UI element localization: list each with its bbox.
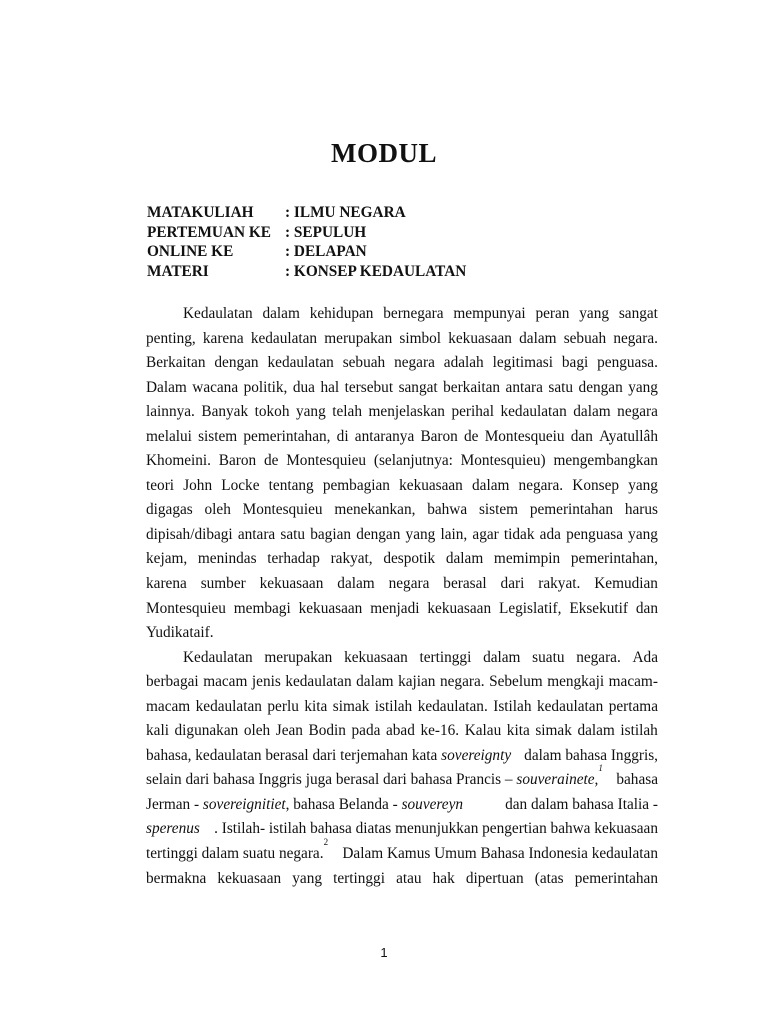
word: Eksekutif bbox=[569, 599, 628, 617]
text-span: Dalam Kamus Umum Bahasa Indonesia kedaulatan bbox=[338, 845, 658, 863]
word: dalam bbox=[472, 476, 510, 494]
word: hal bbox=[320, 378, 340, 396]
word: kekuasaan bbox=[344, 648, 408, 666]
word: simak bbox=[332, 697, 370, 715]
word: kali bbox=[146, 722, 169, 740]
word: antaranya bbox=[354, 427, 415, 445]
word: menindas bbox=[197, 550, 257, 568]
word: simbol bbox=[399, 329, 442, 347]
text-line bbox=[146, 719, 658, 744]
text-span: bahasa bbox=[612, 771, 658, 789]
word: membagi bbox=[233, 599, 291, 617]
word: kedaulatan bbox=[195, 697, 262, 715]
page-number: 1 bbox=[380, 945, 388, 960]
word: penguasa bbox=[566, 525, 623, 543]
word: kehidupan bbox=[309, 305, 374, 322]
text-line bbox=[146, 376, 658, 401]
word: pada bbox=[351, 722, 381, 740]
meta-value: : ILMU NEGARA bbox=[285, 204, 406, 221]
word: karena bbox=[146, 575, 187, 593]
word: yang bbox=[628, 476, 658, 494]
word: teori bbox=[146, 476, 175, 494]
word: de bbox=[263, 452, 279, 470]
word: dengan bbox=[356, 525, 401, 543]
word: tentang bbox=[268, 476, 314, 494]
word: kekuasaan bbox=[298, 599, 363, 617]
italic-term: souverainete, bbox=[516, 771, 599, 789]
text-line bbox=[146, 523, 658, 548]
footnote-ref: 1 bbox=[598, 763, 603, 774]
word: de bbox=[464, 427, 479, 445]
word: lain, bbox=[440, 525, 468, 543]
word: dipertuan bbox=[465, 869, 524, 887]
meta-value: : DELAPAN bbox=[285, 243, 367, 261]
meta-row-pertemuan bbox=[147, 223, 667, 243]
text-line bbox=[146, 498, 658, 523]
word: karena bbox=[202, 329, 244, 347]
module-info-table bbox=[147, 203, 667, 281]
word: Locke bbox=[221, 476, 260, 494]
word: hak bbox=[432, 869, 455, 887]
italic-term: souvereyn bbox=[401, 795, 464, 813]
word: kajian bbox=[398, 673, 436, 691]
text-line bbox=[146, 425, 658, 450]
meta-key: ONLINE KE bbox=[147, 243, 234, 261]
text-span: bahasa, kedaulatan berasal dari terjemahan kata bbox=[146, 746, 442, 764]
word: macam bbox=[203, 673, 248, 691]
text-span: , bahasa Belanda - bbox=[285, 795, 402, 813]
word: John bbox=[183, 476, 213, 494]
word: oleh bbox=[204, 501, 231, 519]
word: Baron bbox=[420, 427, 458, 445]
word: kedaulatan bbox=[250, 329, 318, 347]
word: di bbox=[336, 427, 349, 445]
word: kedaulatan bbox=[267, 354, 334, 372]
word: negara bbox=[617, 403, 658, 421]
word: Berkaitan bbox=[146, 354, 206, 372]
word: dalam bbox=[483, 648, 521, 666]
text-line bbox=[146, 302, 658, 327]
text-line bbox=[146, 817, 658, 842]
meta-key: MATAKULIAH bbox=[147, 204, 254, 221]
word: kedaulatan. bbox=[417, 697, 488, 715]
word: (atas bbox=[534, 869, 564, 887]
word: negara bbox=[388, 575, 430, 593]
word: sistem bbox=[198, 427, 238, 445]
word: dipisah/dibagi bbox=[146, 525, 233, 543]
word: tertinggi bbox=[419, 648, 472, 666]
word: Bodin bbox=[308, 722, 346, 740]
word: yang bbox=[295, 403, 326, 421]
word: perihal bbox=[451, 403, 494, 421]
word: Ada bbox=[632, 648, 658, 666]
word: Konsep bbox=[572, 476, 620, 494]
word: dalam bbox=[573, 403, 611, 421]
word: suatu bbox=[532, 648, 565, 666]
text-line bbox=[146, 572, 658, 597]
word: bagian bbox=[310, 525, 352, 543]
word: negara. bbox=[518, 476, 564, 494]
word: penguasa. bbox=[597, 354, 658, 372]
word: Legislatif, bbox=[499, 599, 562, 617]
italic-term: sperenus bbox=[146, 820, 200, 838]
word: Dalam bbox=[146, 378, 187, 396]
word: Kalau bbox=[464, 722, 502, 740]
word: wacana bbox=[192, 378, 239, 396]
text-line bbox=[146, 695, 658, 720]
word: berkaitan bbox=[443, 378, 501, 396]
meta-row-online bbox=[147, 242, 667, 262]
body-text bbox=[146, 302, 658, 891]
word: sebuah bbox=[342, 354, 386, 372]
word: dalam bbox=[445, 550, 484, 568]
word: negara. bbox=[613, 329, 658, 347]
word: dengan bbox=[214, 354, 259, 372]
word: Montesqueiu bbox=[484, 427, 565, 445]
word: dan bbox=[635, 599, 658, 617]
word: antara bbox=[505, 378, 543, 396]
word: jenis bbox=[251, 673, 281, 691]
word: kedaulatan bbox=[500, 403, 567, 421]
word: kekuasaan bbox=[259, 575, 324, 593]
word: memimpin bbox=[493, 550, 561, 568]
text-line bbox=[146, 646, 658, 671]
italic-term: sovereignty bbox=[441, 746, 512, 764]
text-line bbox=[146, 547, 658, 572]
text-span: dan dalam bahasa Italia - bbox=[501, 795, 658, 813]
word: negara. bbox=[439, 673, 485, 691]
word: istilah bbox=[374, 697, 413, 715]
word: dengan bbox=[578, 378, 623, 396]
word: Ayatullâh bbox=[599, 427, 658, 445]
word: menjelaskan bbox=[368, 403, 445, 421]
word: dalam bbox=[577, 722, 615, 740]
word: yang bbox=[628, 525, 658, 543]
word: kekuasaan bbox=[217, 869, 282, 887]
word: kedaulatan bbox=[285, 673, 352, 691]
word: mempunyai bbox=[453, 305, 526, 322]
word: rakyat. bbox=[538, 575, 581, 593]
word: (selanjutnya: bbox=[373, 452, 453, 470]
text-span: dalam bahasa Inggris, bbox=[520, 746, 658, 764]
word: Khomeini. bbox=[146, 452, 212, 470]
word: bernegara bbox=[383, 305, 444, 322]
word: penting, bbox=[146, 329, 196, 347]
word: ke-16. bbox=[420, 722, 460, 740]
word: tokoh bbox=[254, 403, 290, 421]
text-line bbox=[146, 837, 658, 867]
word: perlu bbox=[267, 697, 299, 715]
word: merupakan bbox=[264, 648, 333, 666]
word: atau bbox=[396, 869, 422, 887]
word: legitimasi bbox=[492, 354, 553, 372]
word: kekuasaan bbox=[427, 599, 492, 617]
text-line bbox=[146, 763, 658, 793]
word: terhadap bbox=[267, 550, 320, 568]
word: Montesquieu bbox=[146, 599, 226, 617]
word: pertama bbox=[608, 697, 658, 715]
word: digunakan bbox=[174, 722, 239, 740]
word: dalam bbox=[262, 305, 300, 322]
footnote-ref: 2 bbox=[323, 837, 329, 848]
word: Banyak bbox=[201, 403, 249, 421]
word: dalam bbox=[519, 329, 557, 347]
word: bahwa bbox=[427, 501, 468, 519]
word: pemerintahan, bbox=[243, 427, 331, 445]
word: Montesquieu) bbox=[460, 452, 546, 470]
word: Montesquieu bbox=[286, 452, 367, 470]
text-line bbox=[146, 744, 658, 769]
text-span: selain dari bahasa Inggris juga berasal dari bahasa Prancis – bbox=[146, 771, 517, 789]
text-line bbox=[146, 597, 658, 622]
word: Istilah bbox=[493, 697, 532, 715]
text-span: tertinggi dalam suatu negara. bbox=[146, 845, 324, 863]
word: Kedaulatan bbox=[183, 305, 253, 322]
text-line bbox=[146, 867, 658, 892]
word: kedaulatan bbox=[536, 697, 604, 715]
word: dalam bbox=[337, 575, 375, 593]
word: sangat bbox=[398, 378, 438, 396]
word: kita bbox=[506, 722, 530, 740]
word: macam- bbox=[608, 673, 658, 691]
word: oleh bbox=[243, 722, 271, 740]
word: pembagian bbox=[322, 476, 390, 494]
meta-value: : SEPULUH bbox=[285, 223, 367, 241]
word: tersebut bbox=[344, 378, 394, 396]
text-line bbox=[146, 670, 658, 695]
meta-key: MATERI bbox=[147, 262, 209, 280]
word: agar bbox=[472, 525, 499, 543]
text-line bbox=[146, 793, 658, 818]
word: digagas bbox=[146, 501, 193, 519]
word: lainnya. bbox=[146, 403, 195, 421]
word: yang bbox=[579, 305, 610, 322]
word: sebuah bbox=[563, 329, 607, 347]
word: menekankan, bbox=[334, 501, 416, 519]
word: Montesquieu bbox=[242, 501, 323, 519]
word: berasal bbox=[443, 575, 487, 593]
meta-row-matakuliah bbox=[147, 203, 667, 223]
word: sistem bbox=[478, 501, 519, 519]
meta-value: : KONSEP KEDAULATAN bbox=[285, 262, 467, 280]
word: berbagai bbox=[146, 673, 199, 691]
word: kekuasaan bbox=[399, 476, 463, 494]
text-span: Jerman - bbox=[146, 795, 203, 813]
word: ada bbox=[539, 525, 561, 543]
meta-row-materi bbox=[147, 262, 667, 282]
meta-key: PERTEMUAN KE bbox=[147, 223, 271, 241]
word: pemerintahan bbox=[529, 501, 614, 519]
word: Kedaulatan bbox=[183, 648, 253, 666]
word: peran bbox=[535, 305, 570, 322]
word: bermakna bbox=[146, 869, 207, 887]
word: macam bbox=[146, 697, 191, 715]
word: kekuasaan bbox=[448, 329, 512, 347]
word: istilah bbox=[620, 722, 658, 740]
text-line bbox=[146, 351, 658, 376]
word: menjadi bbox=[370, 599, 420, 617]
word: antara bbox=[237, 525, 276, 543]
word: satu bbox=[280, 525, 306, 543]
word: dan bbox=[570, 427, 593, 445]
word: dua bbox=[292, 378, 315, 396]
word: abad bbox=[385, 722, 415, 740]
word: harus bbox=[624, 501, 658, 519]
word: simak bbox=[535, 722, 572, 740]
text-span: . Istilah- istilah bahasa diatas menunjukkan pengertian bahwa kekuasaan bbox=[214, 820, 658, 838]
text-line: Yudikataif. bbox=[146, 624, 214, 642]
word: Baron bbox=[218, 452, 257, 470]
word: mengkaji bbox=[547, 673, 605, 691]
text-line bbox=[146, 327, 658, 352]
word: negara bbox=[394, 354, 435, 372]
word: yang bbox=[628, 378, 658, 396]
word: dalam bbox=[356, 673, 394, 691]
text-line bbox=[146, 400, 658, 425]
word: politik, bbox=[243, 378, 288, 396]
word: sumber bbox=[200, 575, 246, 593]
word: dari bbox=[500, 575, 525, 593]
word: satu bbox=[548, 378, 574, 396]
word: despotik bbox=[383, 550, 436, 568]
word: melalui bbox=[146, 427, 192, 445]
word: yang bbox=[292, 869, 322, 887]
word: sangat bbox=[618, 305, 658, 322]
word: pemerintahan, bbox=[570, 550, 658, 568]
word: bagi bbox=[561, 354, 589, 372]
word: tertinggi bbox=[333, 869, 385, 887]
word: merupakan bbox=[324, 329, 393, 347]
word: Sebelum bbox=[489, 673, 543, 691]
text-line bbox=[146, 449, 658, 474]
word: kita bbox=[304, 697, 328, 715]
word: rakyat, bbox=[330, 550, 373, 568]
word: telah bbox=[332, 403, 362, 421]
word: pemerintahan bbox=[574, 869, 658, 887]
word: kejam, bbox=[146, 550, 188, 568]
word: negara. bbox=[576, 648, 621, 666]
word: adalah bbox=[443, 354, 484, 372]
word: Kemudian bbox=[594, 575, 658, 593]
text-line bbox=[146, 474, 658, 499]
word: Jean bbox=[275, 722, 303, 740]
italic-term: sovereignitiet bbox=[202, 795, 286, 813]
document-title: MODUL bbox=[331, 138, 437, 168]
word: mengembangkan bbox=[553, 452, 658, 470]
word: yang bbox=[405, 525, 436, 543]
word: tidak bbox=[503, 525, 535, 543]
